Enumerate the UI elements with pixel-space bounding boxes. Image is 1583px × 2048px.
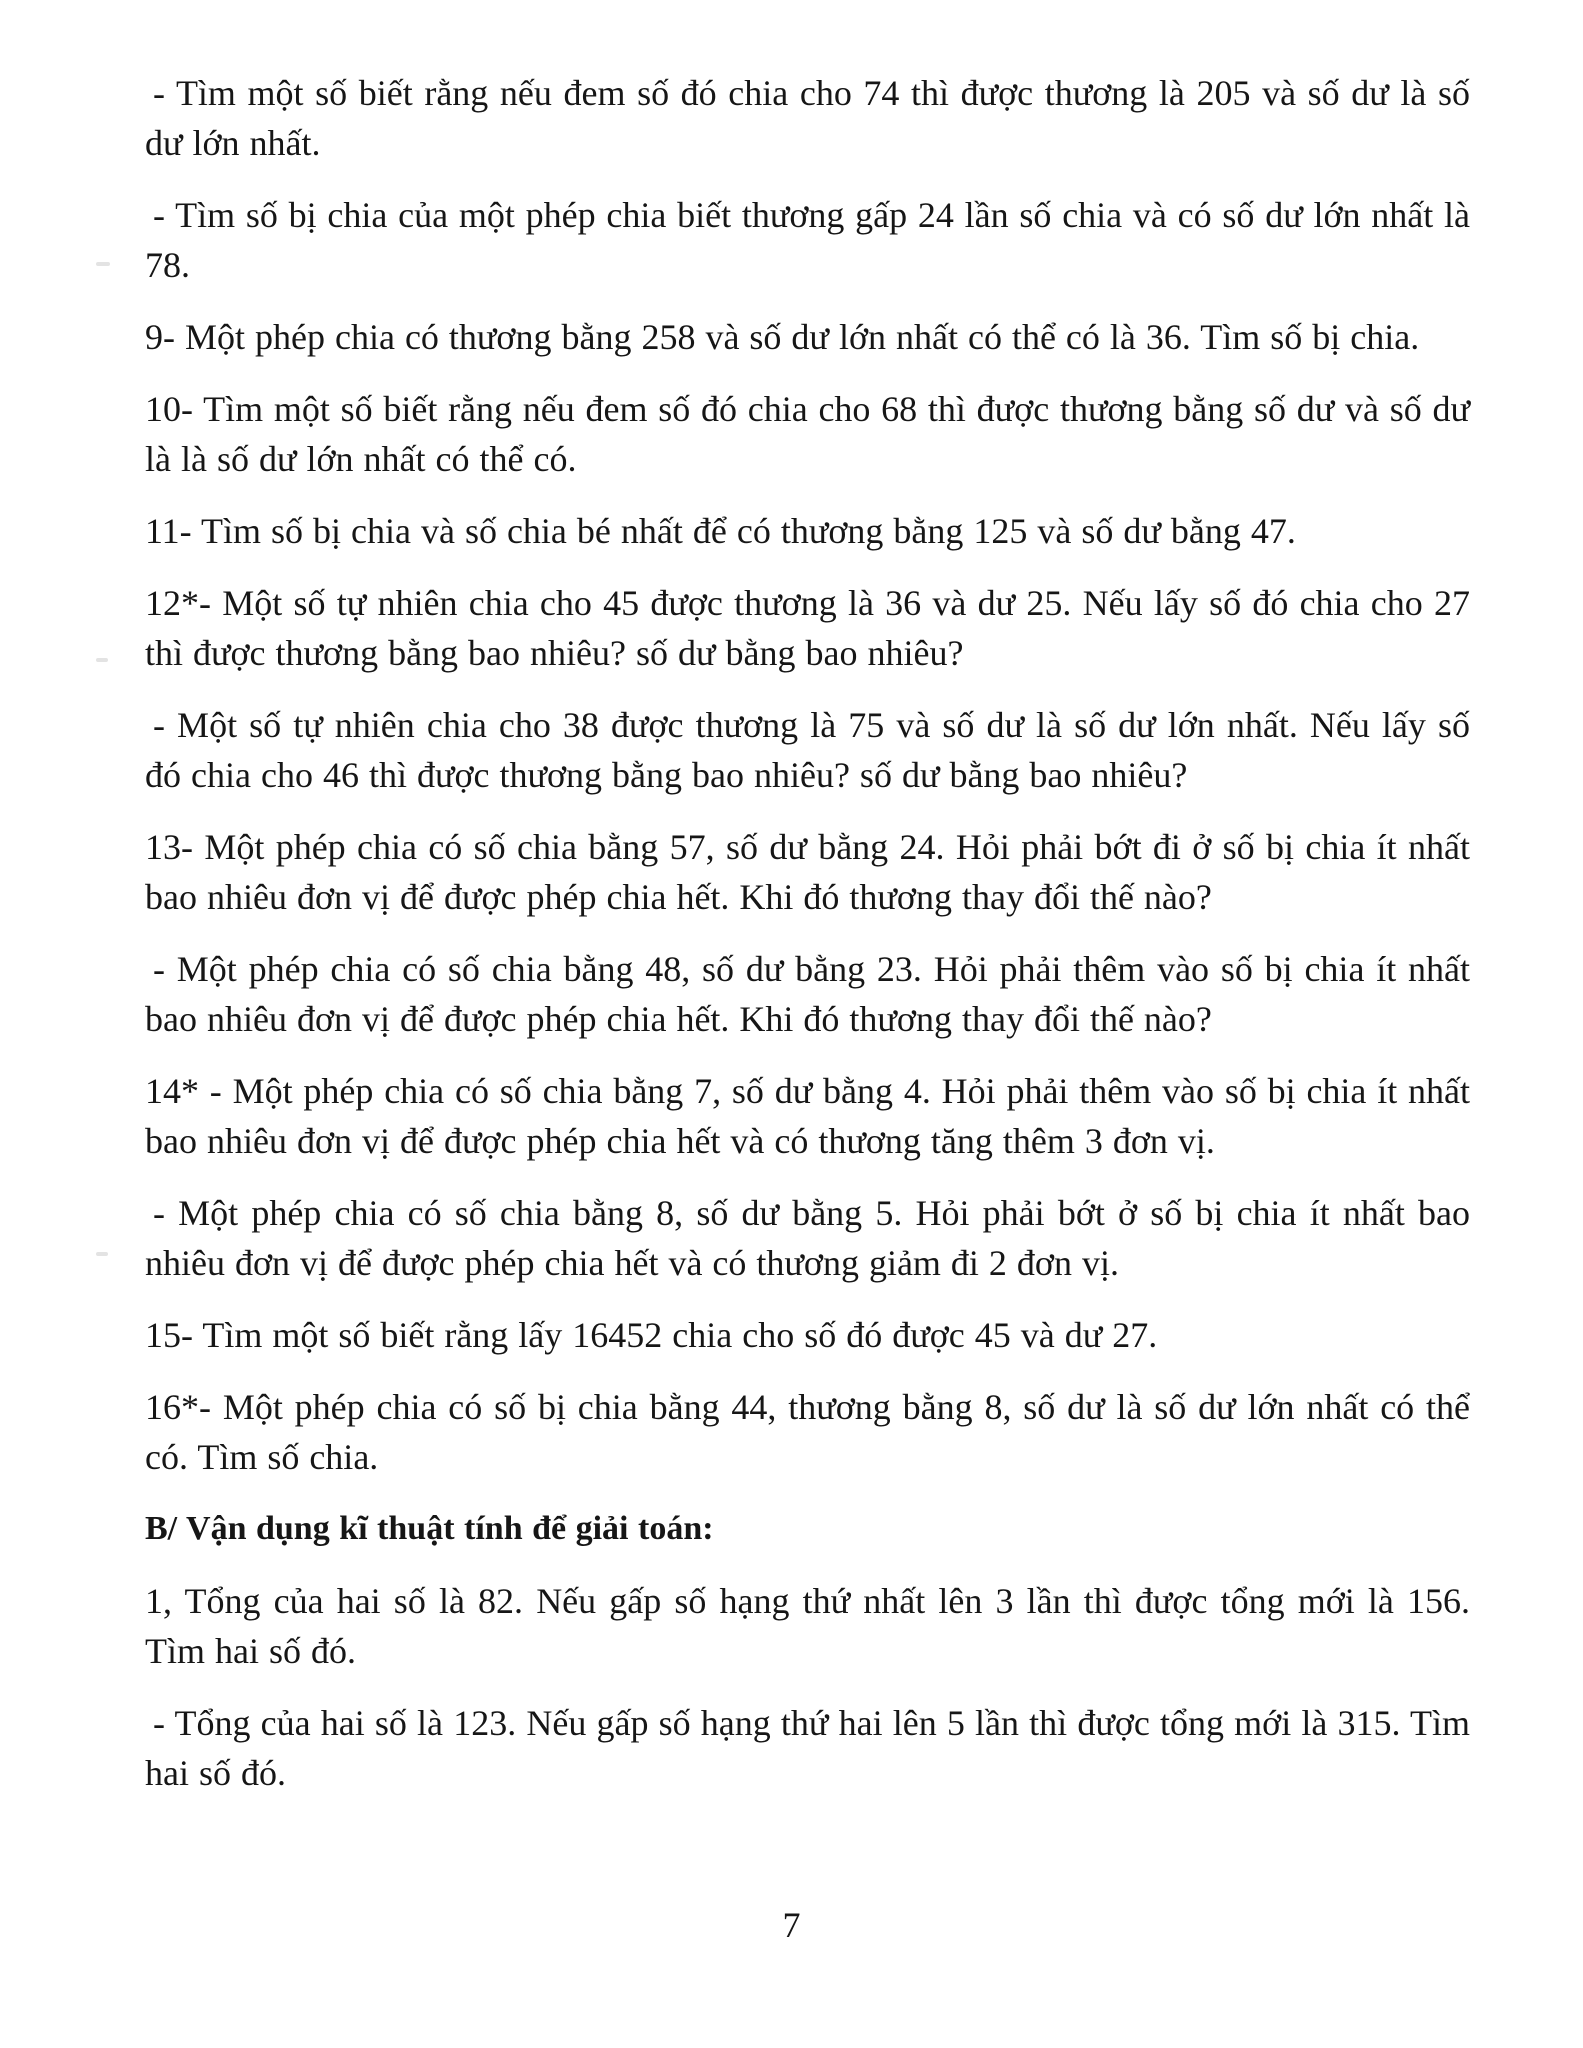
scan-artifact xyxy=(96,658,108,662)
exercise-paragraph: - Một phép chia có số chia bằng 8, số dư bằng 5. Hỏi phải bớt ở số bị chia ít nhất bao nhiêu đơn vị để được phép chia hết và có thương giảm đi 2 đơn vị. xyxy=(145,1193,1470,1283)
page-number: 7 xyxy=(782,1905,801,1945)
scan-artifact xyxy=(96,262,110,266)
exercise-paragraph: - Tổng của hai số là 123. Nếu gấp số hạng thứ hai lên 5 lần thì được tổng mới là 315. Tìm hai số đó. xyxy=(145,1703,1470,1793)
exercise-paragraph: - Tìm số bị chia của một phép chia biết thương gấp 24 lần số chia và có số dư lớn nhất là 78. xyxy=(145,195,1470,285)
exercise-paragraph: 12*- Một số tự nhiên chia cho 45 được thương là 36 và dư 25. Nếu lấy số đó chia cho 27 thì được thương bằng bao nhiêu? số dư bằng bao nhiêu? xyxy=(145,583,1470,673)
exercise-paragraph: 14* - Một phép chia có số chia bằng 7, số dư bằng 4. Hỏi phải thêm vào số bị chia ít nhất bao nhiêu đơn vị để được phép chia hết và có thương tăng thêm 3 đơn vị. xyxy=(145,1071,1470,1161)
exercise-paragraph: 1, Tổng của hai số là 82. Nếu gấp số hạng thứ nhất lên 3 lần thì được tổng mới là 156. Tìm hai số đó. xyxy=(145,1581,1470,1671)
exercise-paragraph: 9- Một phép chia có thương bằng 258 và số dư lớn nhất có thể có là 36. Tìm số bị chia. xyxy=(145,317,1420,357)
exercise-paragraph: - Một phép chia có số chia bằng 48, số dư bằng 23. Hỏi phải thêm vào số bị chia ít nhất bao nhiêu đơn vị để được phép chia hết. Khi đó thương thay đổi thế nào? xyxy=(145,949,1470,1039)
exercise-paragraph: - Tìm một số biết rằng nếu đem số đó chia cho 74 thì được thương là 205 và số dư là số dư lớn nhất. xyxy=(145,73,1470,163)
scan-artifact xyxy=(96,1252,108,1256)
section-heading: B/ Vận dụng kĩ thuật tính để giải toán: xyxy=(145,1510,714,1547)
exercise-paragraph: - Một số tự nhiên chia cho 38 được thương là 75 và số dư là số dư lớn nhất. Nếu lấy số đó chia cho 46 thì được thương bằng bao nhiêu? số dư bằng bao nhiêu? xyxy=(145,705,1470,795)
exercise-paragraph: 13- Một phép chia có số chia bằng 57, số dư bằng 24. Hỏi phải bớt đi ở số bị chia ít nhất bao nhiêu đơn vị để được phép chia hết. Khi đó thương thay đổi thế nào? xyxy=(145,827,1470,917)
exercise-paragraph: 10- Tìm một số biết rằng nếu đem số đó chia cho 68 thì được thương bằng số dư và số dư là là số dư lớn nhất có thể có. xyxy=(145,389,1470,479)
exercise-paragraph: 11- Tìm số bị chia và số chia bé nhất để có thương bằng 125 và số dư bằng 47. xyxy=(145,511,1296,551)
exercise-paragraph: 15- Tìm một số biết rằng lấy 16452 chia cho số đó được 45 và dư 27. xyxy=(145,1315,1158,1355)
document-body xyxy=(145,68,1470,1820)
exercise-paragraph: 16*- Một phép chia có số bị chia bằng 44, thương bằng 8, số dư là số dư lớn nhất có thể có. Tìm số chia. xyxy=(145,1387,1470,1477)
